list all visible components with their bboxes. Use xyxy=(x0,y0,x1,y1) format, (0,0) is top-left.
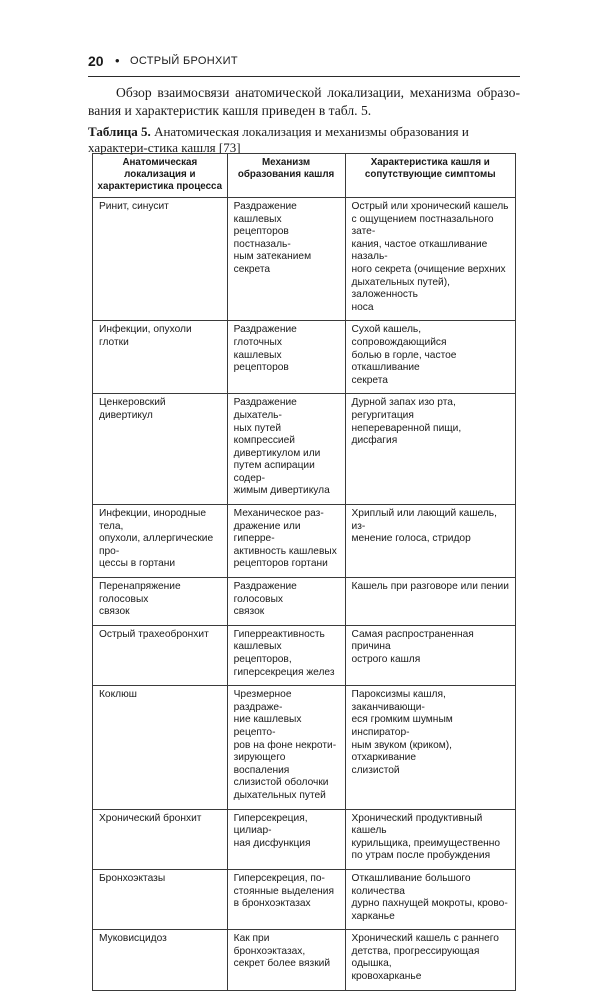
cell-line: дивертикулом или xyxy=(233,447,321,459)
table-caption xyxy=(88,124,520,156)
table-header-row xyxy=(93,154,516,198)
cell-mechanism xyxy=(227,198,345,321)
header-mechanism: Механизм образования кашля xyxy=(227,154,345,198)
cell-line: Бронхоэктазы xyxy=(99,872,166,884)
table-row xyxy=(93,625,516,685)
cell-location xyxy=(93,869,228,929)
cell-line: рецепторов постназаль- xyxy=(233,226,291,250)
cell-line: дражение или гиперре- xyxy=(233,520,301,545)
table-row xyxy=(93,198,516,321)
cell-line: Хронический кашель с раннего xyxy=(351,933,499,945)
cell-line: слизистой xyxy=(351,764,400,776)
cell-characteristic xyxy=(345,198,515,321)
cell-line: стоянные выделения xyxy=(233,885,334,897)
cell-line: Хронический продуктивный кашель xyxy=(351,812,483,837)
cell-line: Как при бронхоэктазах, xyxy=(233,933,306,957)
cell-line: активность кашлевых xyxy=(233,545,337,557)
cell-location xyxy=(93,505,228,578)
cell-line: Гиперсекреция, цилиар- xyxy=(233,812,308,837)
table-row xyxy=(93,930,516,990)
cell-line: Инфекции, опухоли глотки xyxy=(99,324,192,348)
cell-line: Хронический бронхит xyxy=(99,812,202,824)
cell-line: Раздражение кашлевых xyxy=(233,201,297,225)
cell-line: ная дисфункция xyxy=(233,837,311,849)
table-row xyxy=(93,321,516,394)
cell-line: Гиперреактивность xyxy=(233,628,325,640)
cell-mechanism xyxy=(227,321,345,394)
cell-line: носа xyxy=(351,301,374,313)
cell-line: кашлевых рецепторов, xyxy=(233,641,292,665)
cell-mechanism xyxy=(227,394,345,505)
cell-line: Хриплый или лающий кашель, из- xyxy=(351,508,497,532)
cell-location xyxy=(93,625,228,685)
cell-line: Коклюш xyxy=(99,689,137,701)
cell-line: Кашель при разговоре или пении xyxy=(351,581,509,593)
cell-line: зирующего воспаления xyxy=(233,752,290,776)
cell-line: Раздражение голосовых xyxy=(233,581,297,605)
cell-line: менение голоса, стридор xyxy=(351,533,471,545)
cell-line: Сухой кашель, сопровождающийся xyxy=(351,324,447,348)
cell-line: Самая распространенная причина xyxy=(351,628,474,653)
intro-line-2: вания и характеристик кашля приведен в табл. 5. xyxy=(88,103,372,118)
cell-characteristic xyxy=(345,625,515,685)
cell-line: Перенапряжение голосовых xyxy=(99,581,181,605)
cell-location xyxy=(93,198,228,321)
cell-line: курильщика, преимущественно xyxy=(351,837,501,849)
cell-line: слизистой оболочки xyxy=(233,777,329,789)
table-row xyxy=(93,394,516,505)
cell-line: связок xyxy=(233,606,265,618)
cell-line: ров на фоне некроти- xyxy=(233,739,337,751)
cell-line: острого кашля xyxy=(351,654,421,665)
cell-mechanism xyxy=(227,578,345,626)
cell-line: Раздражение глоточных xyxy=(233,324,297,348)
cell-line: Откашливание большого количества xyxy=(351,872,471,897)
table-row xyxy=(93,505,516,578)
cell-line: кашлевых рецепторов xyxy=(233,349,289,374)
header-characteristic: Характеристика кашля и сопутствующие симптомы xyxy=(345,154,515,198)
cell-line: дыхательных путей xyxy=(233,789,326,801)
table-row xyxy=(93,869,516,929)
cell-mechanism xyxy=(227,625,345,685)
cell-line: кания, частое откашливание назаль- xyxy=(351,238,488,263)
cell-characteristic xyxy=(345,809,515,869)
cell-line: Ценкеровский дивертикул xyxy=(99,397,166,421)
cell-line: рецепторов гортани xyxy=(233,558,328,570)
cell-characteristic xyxy=(345,869,515,929)
cell-line: ных путей компрессией xyxy=(233,422,295,447)
cell-line: секрета xyxy=(351,374,388,386)
cell-line: непереваренной пищи, дисфагия xyxy=(351,422,462,447)
cell-location xyxy=(93,321,228,394)
cell-line: болью в горле, частое откашливание xyxy=(351,349,457,374)
cell-line: дыхательных путей), заложенность xyxy=(351,276,450,301)
cell-line: кровохарканье xyxy=(351,971,422,983)
table-caption-label: Таблица 5. xyxy=(88,124,151,139)
cell-line: еся громким шумным инспиратор- xyxy=(351,714,453,738)
cell-line: жимым дивертикула xyxy=(233,485,330,497)
cell-line: в бронхоэктазах xyxy=(233,898,311,910)
table-row xyxy=(93,809,516,869)
intro-paragraph xyxy=(88,84,520,120)
cell-location xyxy=(93,686,228,809)
cough-table xyxy=(92,153,516,991)
cell-location xyxy=(93,578,228,626)
table-caption-text: Анатомическая локализация и механизмы образования и характери-стика кашля [73] xyxy=(88,124,469,155)
cell-characteristic xyxy=(345,394,515,505)
intro-line-1: Обзор взаимосвязи анатомической локализации, механизма образо- xyxy=(116,85,520,100)
cell-line: Раздражение дыхатель- xyxy=(233,397,297,421)
cell-line: с ощущением постназального зате- xyxy=(351,213,494,238)
header-bullet: • xyxy=(115,53,120,68)
cell-mechanism xyxy=(227,809,345,869)
cell-characteristic xyxy=(345,930,515,990)
cell-line: Муковисцидоз xyxy=(99,933,167,945)
cell-characteristic xyxy=(345,686,515,809)
cell-line: секрет более вязкий xyxy=(233,958,331,970)
table-row xyxy=(93,686,516,809)
cell-line: по утрам после пробуждения xyxy=(351,850,491,862)
cell-location xyxy=(93,809,228,869)
cell-line: ным затеканием секрета xyxy=(233,251,312,275)
cell-line: путем аспирации содер- xyxy=(233,460,315,484)
cell-line: опухоли, аллергические про- xyxy=(99,533,214,557)
cell-line: Инфекции, инородные тела, xyxy=(99,508,206,532)
cell-line: связок xyxy=(99,606,130,618)
cell-characteristic xyxy=(345,578,515,626)
cell-line: ным звуком (криком), отхаркивание xyxy=(351,739,452,764)
cell-line: Гиперсекреция, по- xyxy=(233,872,325,884)
cell-location xyxy=(93,930,228,990)
cell-line: Чрезмерное раздраже- xyxy=(233,689,292,713)
cell-line: Пароксизмы кашля, заканчивающи- xyxy=(351,689,446,713)
cell-line: дурно пахнущей мокроты, крово- xyxy=(351,898,508,910)
cell-line: харканье xyxy=(351,910,395,922)
cell-location xyxy=(93,394,228,505)
cell-characteristic xyxy=(345,505,515,578)
cell-mechanism xyxy=(227,686,345,809)
section-title: ОСТРЫЙ БРОНХИТ xyxy=(130,55,238,67)
cell-line: Ринит, синусит xyxy=(99,201,169,212)
table-row xyxy=(93,578,516,626)
running-header xyxy=(88,50,520,77)
header-location: Анатомическая локализация и характеристика процесса xyxy=(93,154,228,198)
cell-mechanism xyxy=(227,930,345,990)
cell-line: Острый трахеобронхит xyxy=(99,628,209,640)
cell-line: Дурной запах изо рта, регургитация xyxy=(351,397,456,421)
cell-line: Механическое раз- xyxy=(233,508,324,520)
cell-line: ние кашлевых рецепто- xyxy=(233,714,302,738)
cell-line: гиперсекреция желез xyxy=(233,666,335,678)
cell-mechanism xyxy=(227,505,345,578)
page-number: 20 xyxy=(88,53,104,69)
cell-line: Острый или хронический кашель xyxy=(351,201,509,212)
cell-line: ного секрета (очищение верхних xyxy=(351,263,506,275)
cell-characteristic xyxy=(345,321,515,394)
cell-line: цессы в гортани xyxy=(99,558,176,570)
cell-line: детства, прогрессирующая одышка, xyxy=(351,945,480,970)
cell-mechanism xyxy=(227,869,345,929)
